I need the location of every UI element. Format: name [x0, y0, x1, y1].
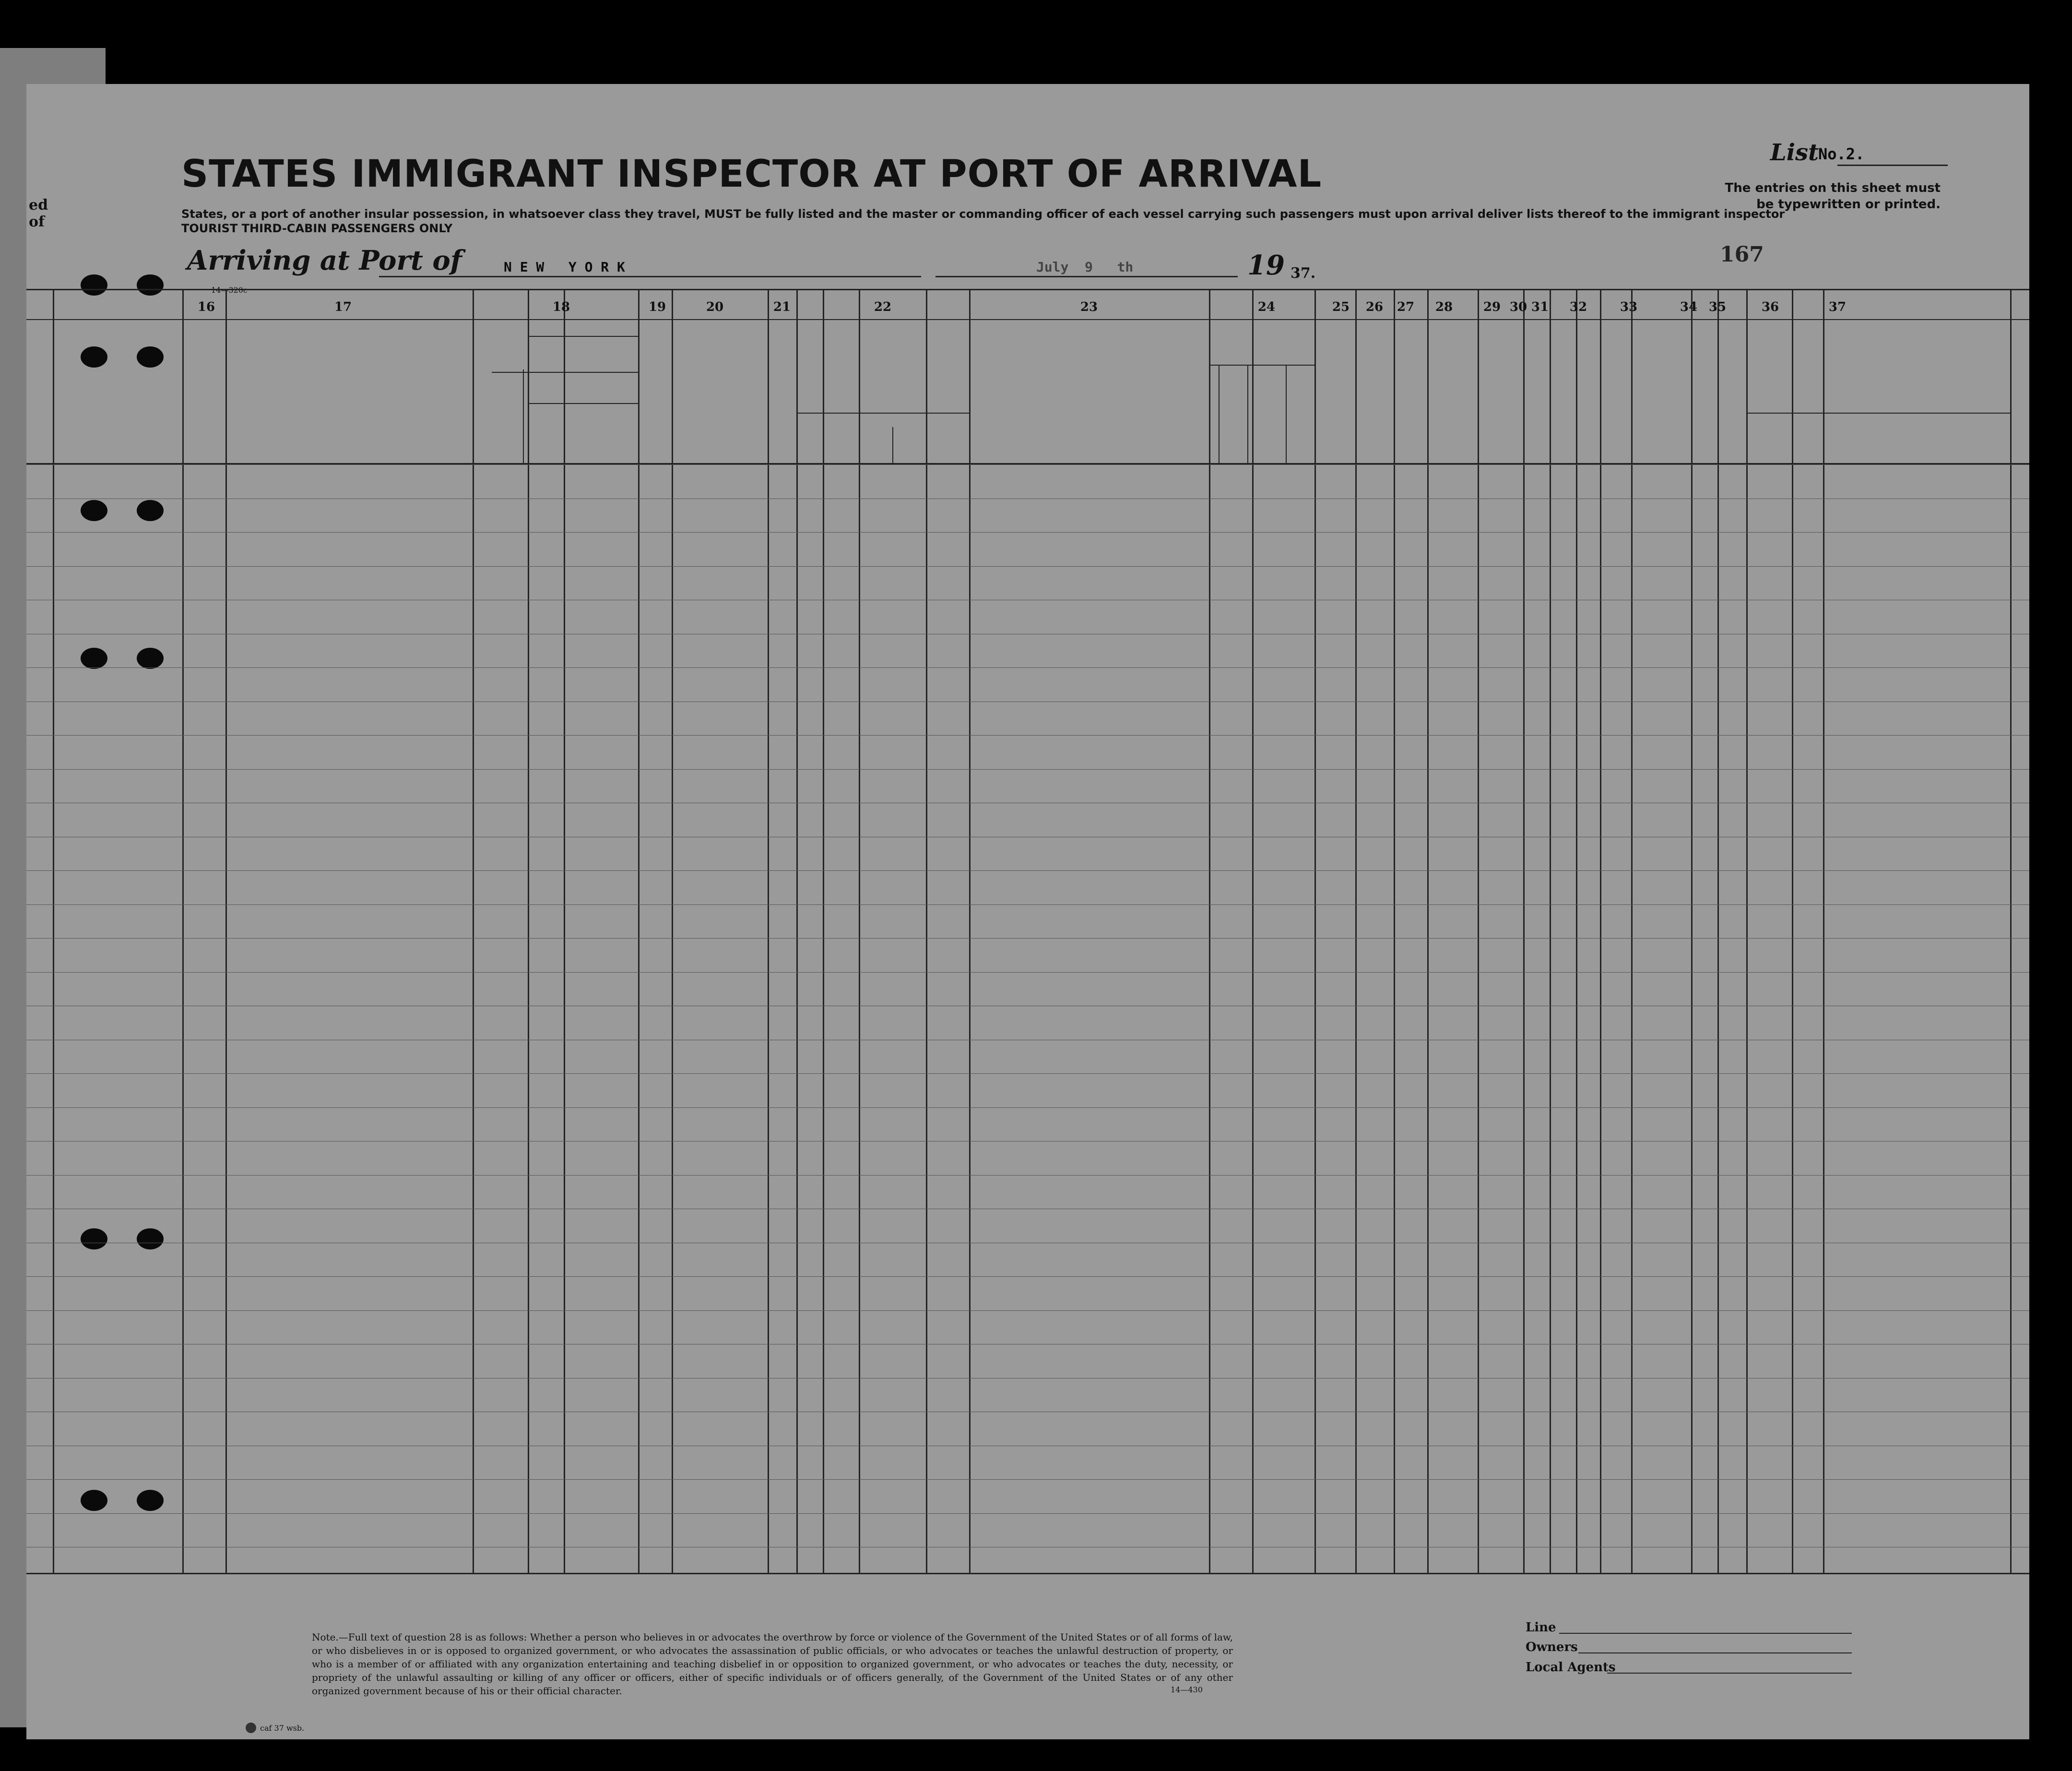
stamp-text: caf 37 wsb. — [260, 1723, 305, 1733]
manifest-sheet — [26, 84, 2029, 1739]
row-rule — [26, 1276, 2029, 1277]
column-number: 19 — [648, 300, 666, 314]
column-rule — [768, 289, 769, 1573]
left-fragment: ed — [29, 197, 48, 214]
column-rule — [1792, 289, 1793, 1573]
sub-rule — [1209, 365, 1314, 366]
column-rule — [1550, 289, 1551, 1573]
column-number: 29 — [1483, 300, 1501, 314]
punch-hole — [81, 346, 107, 368]
row-rule — [26, 769, 2029, 770]
column-number: 33 — [1620, 300, 1638, 314]
column-rule — [1823, 289, 1824, 1573]
punch-hole — [137, 1228, 164, 1249]
arriving-label: Arriving at Port of — [187, 245, 462, 276]
column-number: 35 — [1708, 300, 1727, 314]
column-rule — [1600, 289, 1601, 1573]
column-rule — [473, 289, 474, 1573]
local-agents-label: Local Agents — [1526, 1660, 1616, 1675]
column-rule — [528, 289, 529, 1573]
column-rule — [1691, 289, 1693, 1573]
typewritten-notice: The entries on this sheet must be typewritten or printed. — [1725, 181, 1941, 212]
column-rule — [53, 289, 54, 1573]
row-rule — [26, 1513, 2029, 1514]
column-rule — [859, 289, 860, 1573]
column-rule — [1209, 289, 1210, 1573]
date-underline — [935, 276, 1238, 277]
sub-rule — [1823, 413, 2010, 414]
column-rule — [1631, 289, 1633, 1573]
port-underline — [379, 276, 921, 277]
column-rule — [225, 289, 227, 1573]
column-rule — [564, 289, 565, 1573]
column-number: 24 — [1257, 300, 1276, 314]
column-number: 25 — [1332, 300, 1350, 314]
row-rule — [26, 735, 2029, 736]
column-number: 16 — [197, 300, 215, 314]
owners-field — [1578, 1652, 1852, 1653]
row-rule — [26, 464, 2029, 465]
row-rule — [26, 532, 2029, 533]
sub-rule — [492, 372, 638, 373]
column-number: 30 — [1509, 300, 1527, 314]
column-rule — [1394, 289, 1395, 1573]
stamp-icon — [246, 1723, 256, 1733]
year-prefix: 19 — [1247, 250, 1285, 281]
column-rule — [1746, 289, 1748, 1573]
sub-rule — [528, 336, 638, 337]
punch-hole — [81, 274, 107, 296]
row-rule — [26, 1073, 2029, 1074]
column-number: 34 — [1680, 300, 1698, 314]
row-rule — [26, 1310, 2029, 1311]
column-rule — [1478, 289, 1479, 1573]
sub-rule — [1219, 365, 1220, 463]
column-rule — [926, 289, 927, 1573]
column-number: 22 — [874, 300, 892, 314]
page-number: 167 — [1720, 242, 1764, 267]
row-rule — [26, 1479, 2029, 1480]
line-label: Line — [1526, 1620, 1556, 1635]
local-agents-field — [1607, 1673, 1852, 1674]
column-number: 28 — [1435, 300, 1453, 314]
sub-rule — [1691, 413, 1692, 463]
punch-hole — [137, 346, 164, 368]
row-rule — [26, 1378, 2029, 1379]
row-rule — [26, 938, 2029, 939]
column-number: 32 — [1569, 300, 1587, 314]
punch-hole — [81, 1228, 107, 1249]
punch-hole — [81, 500, 107, 521]
column-rule — [1355, 289, 1357, 1573]
punch-hole — [137, 1490, 164, 1511]
column-number: 20 — [706, 300, 724, 314]
sub-rule — [892, 427, 893, 463]
list-underline — [1837, 165, 1948, 166]
question-28-note: Note.—Full text of question 28 is as follows: Whether a person who believes in or advocates the overthrow by force or violence of the Government of the United States or of all forms of law, or who disbelieves in or is opposed to organized government, or who advocates the assassination of public officials, or who advocates or teaches the unlawful destruction of property, or who is a member of or affiliated with any organization entertaining and teaching disbelief in or opposition to organized government, or who advocates or teaches the duty, necessity, or propriety of the unlawful assaulting or killing of any officer or officers, either of specific individuals or of officers generally, of the Government of the United States or of any other organized government because of his or their official character. — [312, 1631, 1233, 1697]
sub-rule — [1823, 413, 1824, 463]
row-rule — [26, 904, 2029, 905]
column-number: 17 — [334, 300, 352, 314]
list-number: No.2. — [1818, 145, 1865, 163]
sub-rule — [796, 413, 969, 414]
row-rule — [26, 1175, 2029, 1176]
row-rule — [26, 1107, 2029, 1108]
column-rule — [1314, 289, 1316, 1573]
column-number: 37 — [1828, 300, 1847, 314]
column-number: 26 — [1365, 300, 1384, 314]
column-rule — [796, 289, 798, 1573]
punch-hole — [81, 1490, 107, 1511]
table-bottom-rule — [26, 1573, 2029, 1574]
column-rule — [672, 289, 673, 1573]
year-suffix: 37. — [1291, 265, 1316, 282]
sub-rule — [564, 369, 565, 463]
column-number: 36 — [1761, 300, 1779, 314]
column-rule — [182, 289, 184, 1573]
column-number-rule — [26, 319, 2029, 320]
left-fragment: of — [29, 214, 45, 230]
column-rule — [1717, 289, 1719, 1573]
sub-rule — [1247, 365, 1248, 463]
column-number: 21 — [773, 300, 791, 314]
column-rule — [638, 289, 639, 1573]
row-rule — [26, 972, 2029, 973]
column-rule — [1427, 289, 1429, 1573]
sub-rule — [1746, 413, 1823, 414]
sub-rule — [1792, 413, 1793, 463]
column-number: 31 — [1531, 300, 1549, 314]
column-number: 27 — [1397, 300, 1415, 314]
column-rule — [1523, 289, 1525, 1573]
sub-rule — [523, 369, 524, 463]
column-rule — [2010, 289, 2012, 1573]
line-field — [1559, 1633, 1852, 1634]
row-rule — [26, 701, 2029, 702]
page-subtitle: States, or a port of another insular possession, in whatsoever class they travel, MUST be fully listed and the master or commanding officer of each vessel carrying such passengers must upon arrival deliver lists thereof to the immigrant inspector — [181, 207, 1785, 221]
arrival-date: July 9 th — [1036, 259, 1134, 275]
row-rule — [26, 566, 2029, 567]
punch-hole — [137, 274, 164, 296]
sub-rule — [859, 427, 860, 463]
column-rule — [1252, 289, 1254, 1573]
punch-hole — [137, 500, 164, 521]
sub-rule — [528, 403, 638, 404]
header-rule — [26, 289, 2029, 290]
sub-rule — [1286, 365, 1287, 463]
row-rule — [26, 667, 2029, 668]
port-name: N E W Y O R K — [504, 259, 625, 275]
punch-hole — [81, 648, 107, 669]
page-subtitle-2: TOURIST THIRD-CABIN PASSENGERS ONLY — [181, 222, 453, 235]
column-rule — [1576, 289, 1577, 1573]
punch-hole — [137, 648, 164, 669]
column-rule — [969, 289, 971, 1573]
list-label: List — [1770, 139, 1819, 166]
row-rule — [26, 870, 2029, 871]
form-number-bottom: 14—430 — [1171, 1685, 1203, 1694]
owners-label: Owners — [1526, 1640, 1578, 1654]
page-title: STATES IMMIGRANT INSPECTOR AT PORT OF ARRIVAL — [181, 153, 1322, 196]
column-number: 23 — [1080, 300, 1098, 314]
column-number: 18 — [552, 300, 570, 314]
column-rule — [823, 289, 824, 1573]
